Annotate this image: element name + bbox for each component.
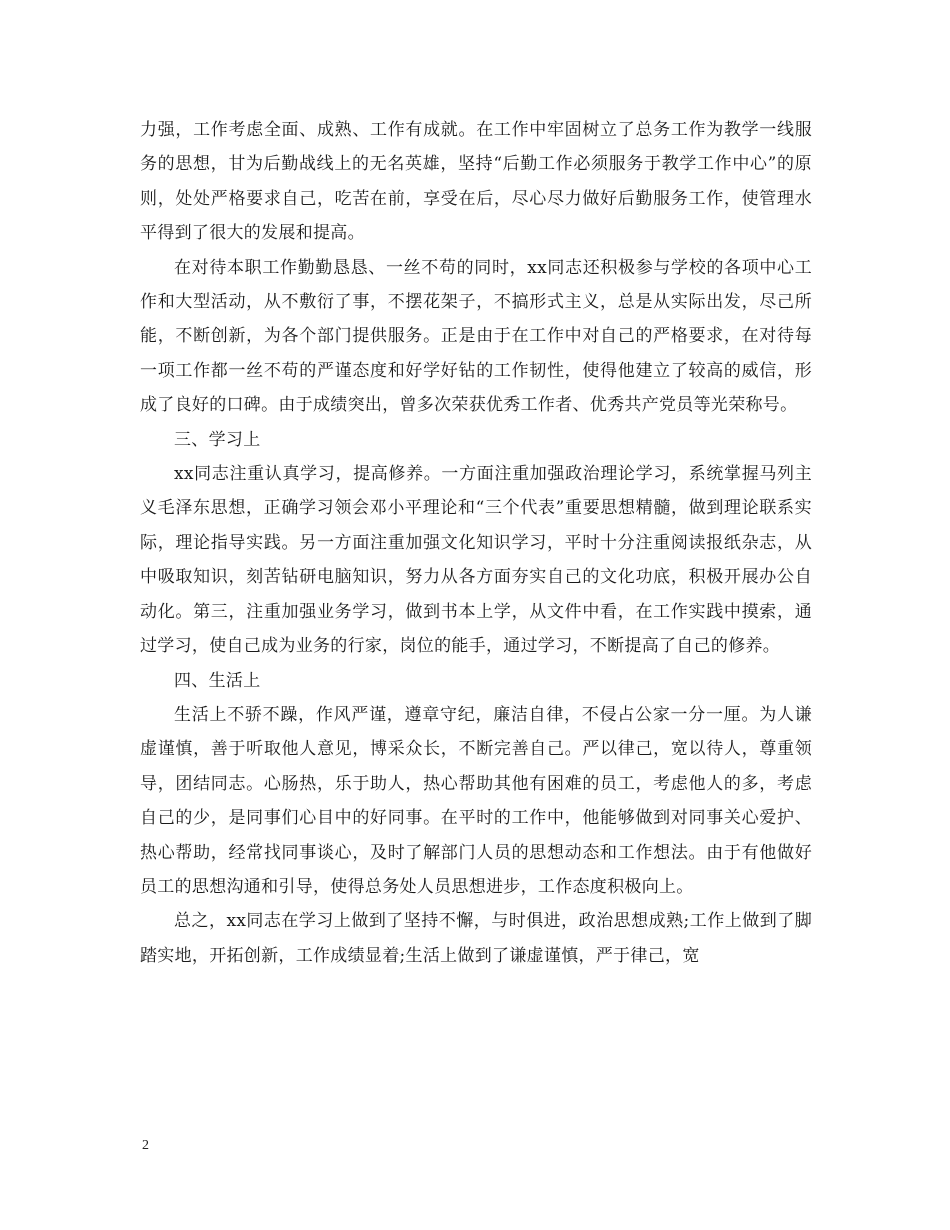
paragraph-life: 生活上不骄不躁，作风严谨，遵章守纪，廉洁自律，不侵占公家一分一厘。为人谦虚谨慎，善于听取他人意见，博采众长，不断完善自己。严以律己，宽以待人，尊重领导，团结同志。心肠热，乐于助人，热心帮助其他有困难的员工，考虑他人的多，考虑自己的少，是同事们心目中的好同事。在平时的工作中，他能够做到对同事关心爱护、热心帮助，经常找同事谈心，及时了解部门人员的思想动态和工作想法。由于有他做好员工的思想沟通和引导，使得总务处人员思想进步，工作态度积极向上。 (140, 704, 812, 897)
document-body (140, 113, 812, 973)
paragraph-continuation: 力强，工作考虑全面、成熟、工作有成就。在工作中牢固树立了总务工作为教学一线服务的思想，甘为后勤战线上的无名英雄，坚持“后勤工作必须服务于教学工作中心”的原则，处处严格要求自己，吃苦在前，享受在后，尽心尽力做好后勤服务工作，使管理水平得到了很大的发展和提高。 (140, 120, 812, 244)
paragraph-study: xx同志注重认真学习，提高修养。一方面注重加强政治理论学习，系统掌握马列主义毛泽东思想，正确学习领会邓小平理论和“三个代表”重要思想精髓，做到理论联系实际，理论指导实践。另一方面注重加强文化知识学习，平时十分注重阅读报纸杂志，从中吸取知识，刻苦钻研电脑知识，努力从各方面夯实自己的文化功底，积极开展办公自动化。第三，注重加强业务学习，做到书本上学，从文件中看，在工作实践中摸索，通过学习，使自己成为业务的行家，岗位的能手，通过学习，不断提高了自己的修养。 (140, 464, 812, 657)
section-heading-life: 四、生活上 (174, 670, 261, 691)
section-heading-study: 三、学习上 (174, 429, 261, 450)
page-number: 2 (142, 1138, 149, 1153)
paragraph-work-attitude: 在对待本职工作勤勤恳恳、一丝不苟的同时，xx同志还积极参与学校的各项中心工作和大型活动，从不敷衍了事，不摆花架子，不搞形式主义，总是从实际出发，尽己所能，不断创新，为各个部门提供服务。正是由于在工作中对自己的严格要求，在对待每一项工作都一丝不苟的严谨态度和好学好钻的工作韧性，使得他建立了较高的威信，形成了良好的口碑。由于成绩突出，曾多次荣获优秀工作者、优秀共产党员等光荣称号。 (140, 257, 812, 416)
paragraph-summary: 总之，xx同志在学习上做到了坚持不懈，与时俱进，政治思想成熟;工作上做到了脚踏实地，开拓创新，工作成绩显着;生活上做到了谦虚谨慎，严于律己，宽 (140, 911, 812, 966)
